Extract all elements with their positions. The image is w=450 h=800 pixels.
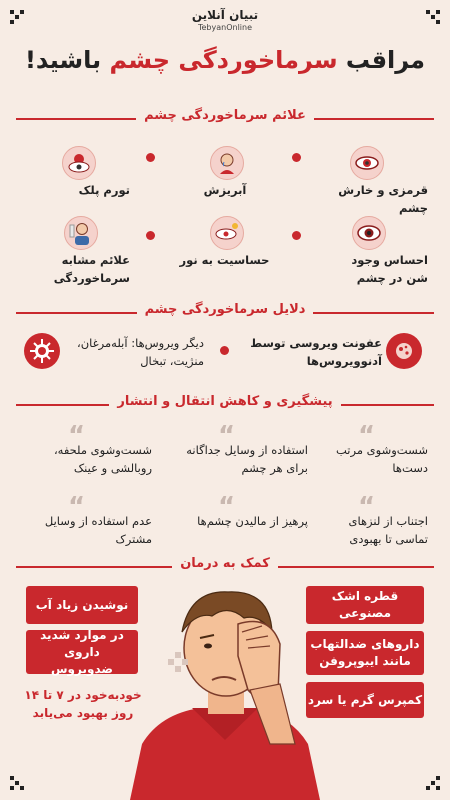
red-eye-icon [350, 146, 384, 180]
treatment-item: داروهای ضدالتهاب مانند ایبوپروفن [306, 631, 424, 675]
treatment-item: نوشیدن زیاد آب [26, 586, 138, 624]
symptom-label: آبریزش [203, 183, 247, 197]
divider-dot [146, 153, 155, 162]
watermark-logo-icon [164, 650, 192, 678]
prevention-item: اجتناب از لنزهای تماسی تا بهبودی [348, 514, 428, 546]
swollen-eye-icon [62, 146, 96, 180]
treatment-heading: کمک به درمان [172, 556, 278, 571]
symptom-label: قرمزی و خارش چشم [338, 183, 428, 215]
prevention-heading: پیشگیری و کاهش انتقال و انتشار [109, 394, 340, 409]
treatment-section-header [16, 556, 434, 576]
prevention-item: عدم استفاده از وسایل مشترک [44, 514, 152, 546]
symptom-label: حساسیت به نور [179, 253, 270, 267]
virus-icon [24, 333, 60, 369]
quote-icon: “ [218, 421, 236, 451]
brand-logo [0, 8, 450, 32]
quote-icon: “ [68, 421, 86, 451]
divider-dot [292, 153, 301, 162]
quote-icon: “ [218, 492, 236, 522]
recovery-note: خودبه‌خود در ۷ تا ۱۴ روز بهبود می‌یابد [24, 688, 142, 720]
corner-ornament-icon [426, 776, 440, 790]
quote-icon: “ [358, 492, 376, 522]
treatment-item: کمپرس گرم یا سرد [306, 682, 424, 718]
causes-section-header [16, 302, 434, 322]
causes-heading: دلایل سرماخوردگی چشم [137, 302, 314, 317]
page-title [0, 46, 450, 74]
title-part1: مراقب [345, 46, 426, 74]
symptom-label: تورم پلک [78, 183, 130, 197]
quote-icon: “ [358, 421, 376, 451]
cause-label: عفونت ویروسی توسط آدنوویروس‌ها [250, 336, 382, 368]
symptom-label: احساس وجود شن در چشم [351, 253, 428, 285]
symptom-label: علائم مشابه سرماخوردگی [53, 253, 130, 285]
tearing-person-icon [210, 146, 244, 180]
prevention-item: شست‌وشوی ملحفه، روبالشی و عینک [53, 443, 152, 475]
prevention-section-header [16, 394, 434, 414]
treatment-item: قطره اشک مصنوعی [306, 586, 424, 624]
cause-label: دیگر ویروس‌ها: آبله‌مرغان، منژیت، تبخال [76, 336, 204, 368]
treatment-item: در موارد شدید داروی ضدویروس [26, 630, 138, 674]
quote-icon: “ [68, 492, 86, 522]
divider-dot [220, 346, 229, 355]
title-part3: باشید! [24, 46, 102, 74]
divider-dot [292, 231, 301, 240]
brand-name-en: TebyanOnline [197, 23, 253, 32]
sick-person-icon [64, 216, 98, 250]
corner-ornament-icon [10, 776, 24, 790]
sick-man-illustration [120, 584, 330, 800]
symptoms-section-header [16, 108, 434, 128]
title-part2: سرماخوردگی چشم [109, 46, 338, 74]
prevention-item: پرهیز از مالیدن چشم‌ها [197, 514, 308, 528]
virus-icon [386, 333, 422, 369]
sand-eye-icon [352, 216, 386, 250]
brand-name-fa: تبیان آنلاین [191, 8, 259, 22]
light-sensitive-eye-icon [210, 216, 244, 250]
divider-dot [146, 231, 155, 240]
prevention-item: استفاده از وسایل جداگانه برای هر چشم [186, 443, 308, 475]
symptoms-heading: علائم سرماخوردگی چشم [136, 108, 314, 123]
prevention-item: شست‌وشوی مرتب دست‌ها [336, 443, 428, 475]
